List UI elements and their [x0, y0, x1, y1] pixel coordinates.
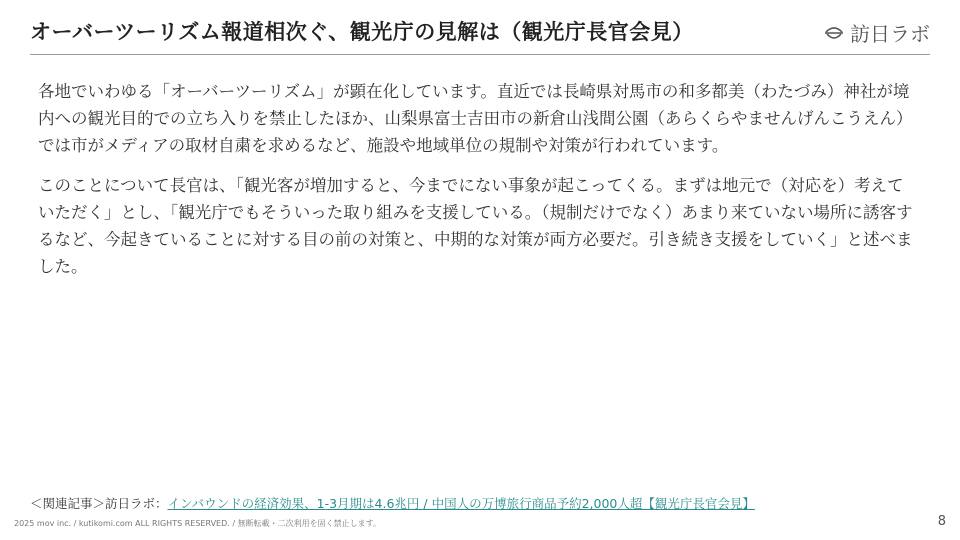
related-article-link[interactable]: インバウンドの経済効果、1-3月期は4.6兆円 / 中国人の万博旅行商品予約2,000人超【観光庁長官会見】 — [167, 496, 755, 511]
copyright-footer: 2025 mov inc. / kutikomi.com ALL RIGHTS RESERVED. / 無断転載・二次利用を固く禁止します。 — [14, 519, 381, 528]
paragraph-2: このことについて長官は、「観光客が増加すると、今までにない事象が起こってくる。まずは地元で（対応を）考えていただく」とし、「観光庁でもそういった取り組みを支援している。（規制だけでなく）あまり来ていない場所に誘客するなど、今起きていることに対する目の前の対策と、中期的な対策が両方必要だ。引き続き支援をしていく」と述べました。 — [38, 176, 913, 276]
related-article — [30, 494, 910, 512]
related-prefix: ＜関連記事＞訪日ラボ： — [30, 496, 168, 511]
bowl-logo-icon — [824, 24, 844, 42]
page-number: 8 — [937, 514, 946, 529]
slide-title: オーバーツーリズム報道相次ぐ、観光庁の見解は（観光庁長官会見） — [30, 20, 694, 44]
body-text — [38, 78, 918, 293]
paragraph-1: 各地でいわゆる「オーバーツーリズム」が顕在化しています。直近では長崎県対馬市の和多都美（わたづみ）神社が境内への観光目的での立ち入りを禁止したほか、山梨県富士吉田市の新倉山浅間公園（あらくらやませんげんこうえん）では市がメディアの取材自粛を求めるなど、施設や地域単位の規制や対策が行われています。 — [38, 82, 913, 155]
title-divider — [30, 54, 930, 55]
logo — [824, 18, 930, 47]
logo-text: 訪日ラボ — [850, 22, 930, 46]
